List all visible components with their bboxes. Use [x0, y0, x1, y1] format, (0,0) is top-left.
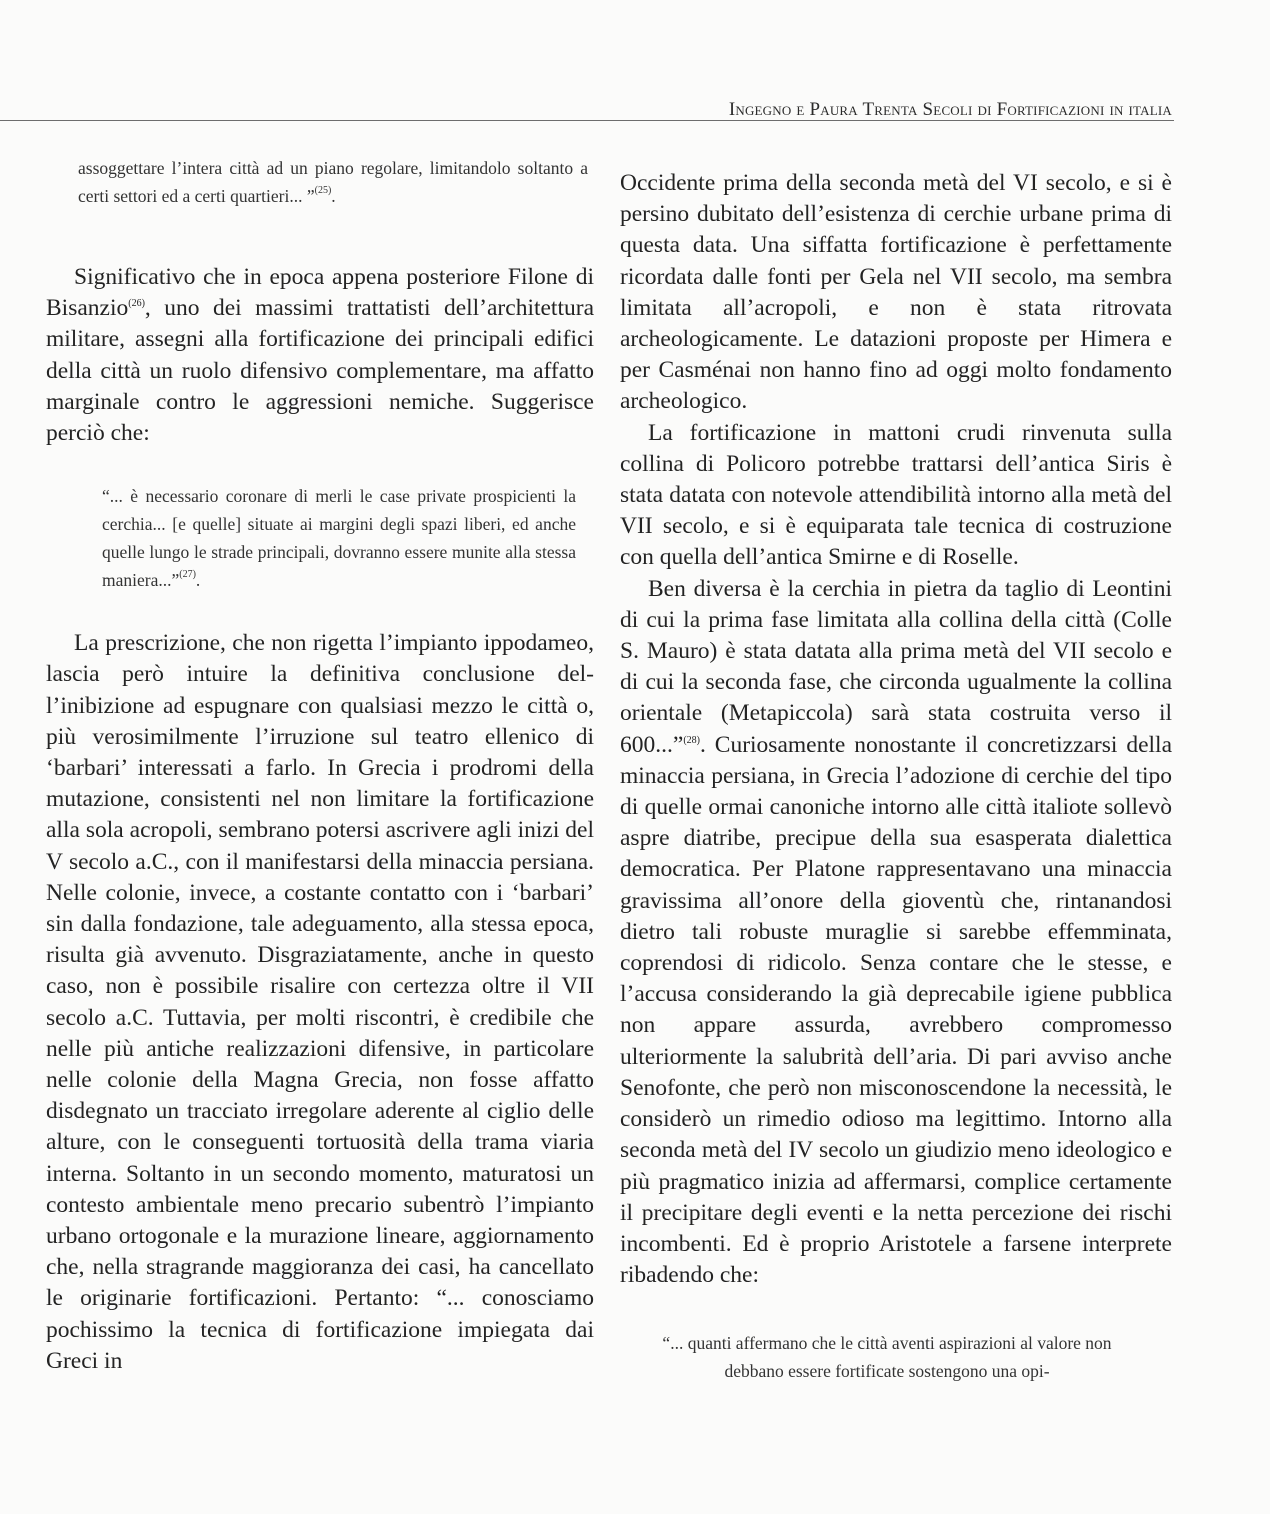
paragraph-occidente: Occidente prima della seconda metà del VI secolo, e si è persino dubitato dell’esistenza di cerchie urbane prima di questa data. Una siffatta fortificazione è perfettamente ricordata dalle fonti per Gela nel VII secolo, ma sembra limitata all’acropoli, e non è stata ritrovata archeologicamente. Le datazioni proposte per Himera e per Casménai non hanno fino ad oggi molto fondamento archeologico.	[620, 170, 1172, 415]
paragraph-filone	[46, 262, 594, 449]
paragraph-prescrizione: La prescrizione, che non rigetta l’impianto ippodameo, lascia però intuire la definitiva conclusione dell’inibizione ad espugnare con qualsiasi mezzo le città o, più verosimilmente l’irruzione sul teatro ellenico di ‘barbari’ interessati a farlo. In Grecia i prodromi della mutazione, consistenti nel non limitare la fortificazione alla sola acropoli, sembrano potersi ascrivere agli inizi del V secolo a.C., con il manifestarsi della minaccia persiana. Nelle colonie, invece, a costante contatto con i ‘barbari’ sin dalla fondazione, tale adeguamento, alla stessa epoca, risulta già avvenuto. Disgraziatamente, anche in questo caso, non è possibile risalire con certezza oltre il VII secolo a.C. Tuttavia, per molti riscontri, è credibile che nelle più antiche realizzazioni difensive, in particolare nelle colonie della Magna Grecia, non fosse affatto disdegnato un tracciato irregolare aderente al ciglio delle alture, con le conseguenti tortuosità della trama viaria interna. Soltanto in un secondo momento, maturatosi un contesto ambientale meno precario subentrò l’impianto urbano ortogonale e la murazione lineare, aggiornamento che, nella stragrande maggioranza dei casi, ha cancellato le originarie fortificazioni. Pertanto: “... conosciamo pochissimo la tecnica di fortificazione impiegata dai Greci in	[46, 630, 594, 1374]
running-header: Ingegno e Paura Trenta Secoli di Fortificazioni in italia	[728, 99, 1172, 120]
paragraph-filone-start: Significativo che in epoca appena posteriore Filone di Bisanzio	[46, 264, 594, 322]
footnote-ref-25: (25)	[314, 185, 332, 196]
header-rule	[0, 120, 1174, 121]
paragraph-leontini	[620, 574, 1172, 1292]
right-column	[620, 168, 1172, 1385]
paragraph-policoro: La fortificazione in mattoni crudi rinvenuta sulla collina di Policoro potrebbe trattarsi dell’antica Siris è stata datata con notevole attendibilità intorno alla metà del VII secolo, e si è equiparata tale tecnica di costruzione con quella dell’antica Smirne e di Roselle.	[620, 419, 1172, 571]
quote-filone: “... è necessario coronare di merli le case private prospicienti la cerchia... [e quelle] situate ai margini degli spazi liberi, ed anche quelle lungo le strade principali, dovranno essere munite alla stessa maniera...”$^{(27)}$.	[102, 486, 576, 591]
footnote-ref-27: (27)	[179, 569, 196, 581]
left-column	[46, 154, 594, 1377]
paragraph-filone-end: , uno dei massimi trattatisti dell’architettura militare, assegni alla fortificazione dei principali edifici della città un ruolo difensivo complementare, ma affatto marginale contro le aggressioni nemiche. Suggerisce perciò che:	[46, 295, 594, 447]
paragraph-leontini-end: . Curiosamente nonostante il concretizzarsi della minaccia persiana, in Grecia l’adozione di cerchie del tipo di quelle ormai canoniche intorno alle città italiote sollevò aspre diatribe, precipue della sua esasperata dialettica democratica. Per Platone rappresentavano una minaccia gravissima all’onore della gioventù che, rintanandosi dietro tali robuste muraglie si sarebbe effemminata, coprendosi di ridicolo. Senza contare che le stesse, e l’accusa considerando la già deprecabile igiene pubblica non appare assurda, avrebbero compromesso ulteriormente la salubrità dell’aria. Di pari avviso anche Senofonte, che però non misconoscendone la necessità, le considerò un rimedio odioso ma legittimo. Intorno alla seconda metà del IV secolo un giudizio meno ideologico e più pragmatico inizia ad affermarsi, complice certamente il precipitare degli eventi e la netta percezione dei rischi incombenti. Ed è proprio Aristotele a farsene interprete ribadendo che:	[620, 731, 1172, 1289]
paragraph-leontini-start: Ben diversa è la cerchia in pietra da taglio di Leontini di cui la prima fase limitata alla collina della città (Colle S. Mauro) è stata datata alla prima metà del VII secolo e di cui la seconda fase, che circonda ugualmente la collina orientale (Metapiccola) sarà stata costruita verso il 600...”	[620, 575, 1172, 758]
quote-aristotele: “... quanti affermano che le città aventi aspirazioni al valore non debbano essere fortificate sostengono una opi-	[662, 1333, 1112, 1382]
footnote-ref-26: (26)	[128, 298, 145, 310]
quote-top-text: assoggettare l’intera città ad un piano regolare, limitandolo soltanto a certi settori ed a certi quartieri... ”	[78, 158, 588, 206]
footnote-ref-28: (28)	[683, 734, 700, 746]
quote-filone-text: “... è necessario coronare di merli le case private prospicienti la cerchia... [e quelle] situate ai margini degli spazi liberi, ed anche quelle lungo le strade principali, dovranno essere munite alla stessa maniera...”	[102, 486, 576, 591]
quote-top: assoggettare l’intera città ad un piano regolare, limitandolo soltanto a certi settori ed a certi quartieri... ”$^{(25)}$.	[78, 158, 588, 206]
